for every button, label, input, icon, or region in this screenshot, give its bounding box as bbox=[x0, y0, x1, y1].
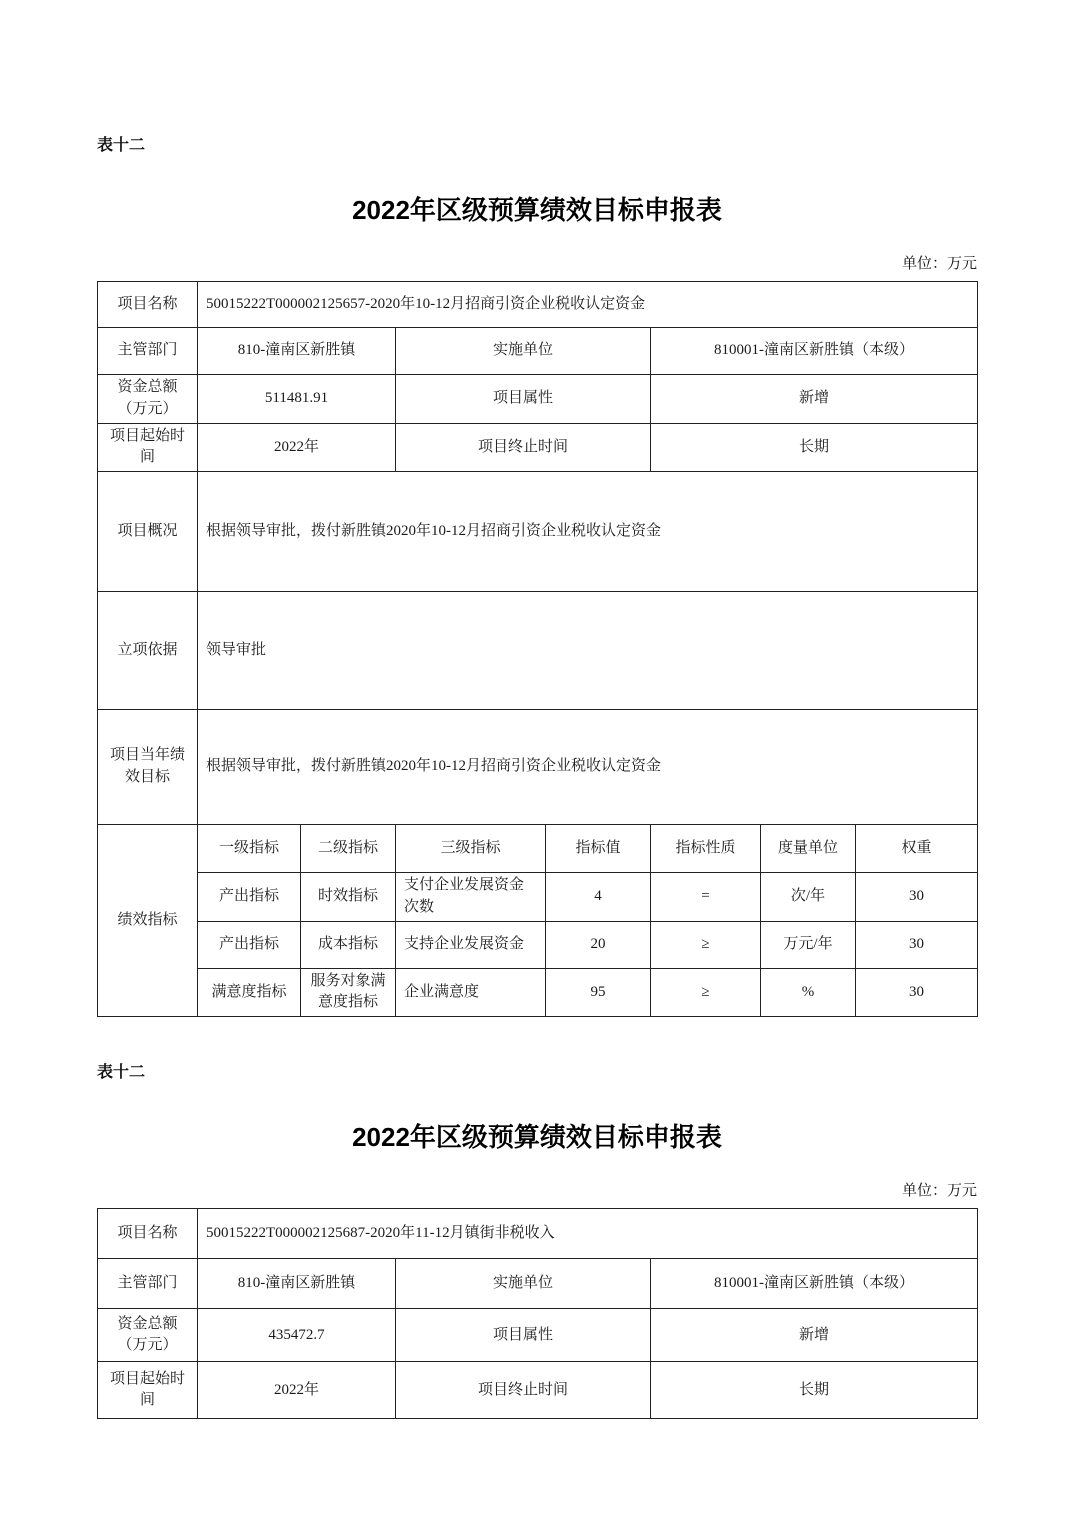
table-row bbox=[98, 1309, 978, 1362]
overview-label: 项目概况 bbox=[98, 472, 198, 592]
perf-cell-unit: 万元/年 bbox=[761, 921, 856, 968]
perf-header: 一级指标 bbox=[198, 825, 301, 873]
table-row bbox=[98, 1362, 978, 1419]
attr-value: 新增 bbox=[651, 375, 978, 424]
perf-cell-level2: 成本指标 bbox=[301, 921, 396, 968]
perf-header: 指标性质 bbox=[651, 825, 761, 873]
dept-label: 主管部门 bbox=[98, 1259, 198, 1309]
table-row bbox=[98, 710, 978, 825]
form1-table bbox=[97, 281, 978, 1017]
project-name-value: 50015222T000002125687-2020年11-12月镇街非税收入 bbox=[198, 1209, 978, 1259]
table-row bbox=[98, 328, 978, 375]
end-label: 项目终止时间 bbox=[396, 1362, 651, 1419]
amount-label: 资金总额（万元） bbox=[98, 1309, 198, 1362]
perf-cell-unit: % bbox=[761, 968, 856, 1017]
perf-header-row bbox=[98, 825, 978, 873]
impl-value: 810001-潼南区新胜镇（本级） bbox=[651, 1259, 978, 1309]
perf-cell-level2: 服务对象满意度指标 bbox=[301, 968, 396, 1017]
unit-note: 单位：万元 bbox=[901, 1183, 977, 1200]
basis-label: 立项依据 bbox=[98, 592, 198, 710]
form2-table bbox=[97, 1208, 978, 1419]
perf-cell-value: 20 bbox=[546, 921, 651, 968]
page-title: 2022年区级预算绩效目标申报表 bbox=[352, 1122, 722, 1153]
attr-label: 项目属性 bbox=[396, 375, 651, 424]
amount-value: 511481.91 bbox=[198, 375, 396, 424]
perf-header: 指标值 bbox=[546, 825, 651, 873]
attr-label: 项目属性 bbox=[396, 1309, 651, 1362]
perf-cell-weight: 30 bbox=[856, 921, 978, 968]
end-value: 长期 bbox=[651, 1362, 978, 1419]
perf-row bbox=[98, 968, 978, 1017]
table-row bbox=[98, 375, 978, 424]
form-2 bbox=[97, 1059, 977, 1419]
perf-cell-level1: 产出指标 bbox=[198, 921, 301, 968]
perf-cell-level3: 支持企业发展资金 bbox=[396, 921, 546, 968]
page-title: 2022年区级预算绩效目标申报表 bbox=[352, 195, 722, 225]
impl-value: 810001-潼南区新胜镇（本级） bbox=[651, 328, 978, 375]
table-row bbox=[98, 423, 978, 472]
start-label: 项目起始时间 bbox=[98, 1362, 198, 1419]
perf-header: 三级指标 bbox=[396, 825, 546, 873]
end-label: 项目终止时间 bbox=[396, 423, 651, 472]
basis-value: 领导审批 bbox=[198, 592, 978, 710]
form-1 bbox=[97, 132, 977, 1017]
table-row bbox=[98, 282, 978, 328]
amount-label: 资金总额（万元） bbox=[98, 375, 198, 424]
table-tag: 表十二 bbox=[97, 137, 146, 154]
table-row bbox=[98, 1209, 978, 1259]
perf-cell-level1: 产出指标 bbox=[198, 873, 301, 922]
amount-value: 435472.7 bbox=[198, 1309, 396, 1362]
perf-cell-level1: 满意度指标 bbox=[198, 968, 301, 1017]
perf-row bbox=[98, 921, 978, 968]
attr-value: 新增 bbox=[651, 1309, 978, 1362]
annual-target-value: 根据领导审批，拨付新胜镇2020年10-12月招商引资企业税收认定资金 bbox=[198, 710, 978, 825]
dept-label: 主管部门 bbox=[98, 328, 198, 375]
dept-value: 810-潼南区新胜镇 bbox=[198, 1259, 396, 1309]
perf-cell-level3: 企业满意度 bbox=[396, 968, 546, 1017]
perf-cell-value: 95 bbox=[546, 968, 651, 1017]
perf-cell-weight: 30 bbox=[856, 873, 978, 922]
unit-note: 单位：万元 bbox=[901, 256, 977, 273]
perf-header: 二级指标 bbox=[301, 825, 396, 873]
table-tag: 表十二 bbox=[97, 1064, 146, 1082]
perf-cell-nature: = bbox=[651, 873, 761, 922]
project-name-value: 50015222T000002125657-2020年10-12月招商引资企业税收认定资金 bbox=[198, 282, 978, 328]
start-value: 2022年 bbox=[198, 1362, 396, 1419]
perf-header: 权重 bbox=[856, 825, 978, 873]
perf-cell-nature: ≥ bbox=[651, 921, 761, 968]
perf-cell-unit: 次/年 bbox=[761, 873, 856, 922]
project-name-label: 项目名称 bbox=[98, 282, 198, 328]
dept-value: 810-潼南区新胜镇 bbox=[198, 328, 396, 375]
perf-cell-nature: ≥ bbox=[651, 968, 761, 1017]
impl-label: 实施单位 bbox=[396, 328, 651, 375]
overview-value: 根据领导审批，拨付新胜镇2020年10-12月招商引资企业税收认定资金 bbox=[198, 472, 978, 592]
start-value: 2022年 bbox=[198, 423, 396, 472]
table-row bbox=[98, 1259, 978, 1309]
perf-header: 度量单位 bbox=[761, 825, 856, 873]
annual-target-label: 项目当年绩效目标 bbox=[98, 710, 198, 825]
perf-cell-level3: 支付企业发展资金次数 bbox=[396, 873, 546, 922]
end-value: 长期 bbox=[651, 423, 978, 472]
perf-cell-value: 4 bbox=[546, 873, 651, 922]
perf-cell-weight: 30 bbox=[856, 968, 978, 1017]
table-row bbox=[98, 472, 978, 592]
perf-cell-level2: 时效指标 bbox=[301, 873, 396, 922]
perf-row bbox=[98, 873, 978, 922]
start-label: 项目起始时间 bbox=[98, 423, 198, 472]
perf-section-label: 绩效指标 bbox=[98, 825, 198, 1017]
impl-label: 实施单位 bbox=[396, 1259, 651, 1309]
table-row bbox=[98, 592, 978, 710]
project-name-label: 项目名称 bbox=[98, 1209, 198, 1259]
